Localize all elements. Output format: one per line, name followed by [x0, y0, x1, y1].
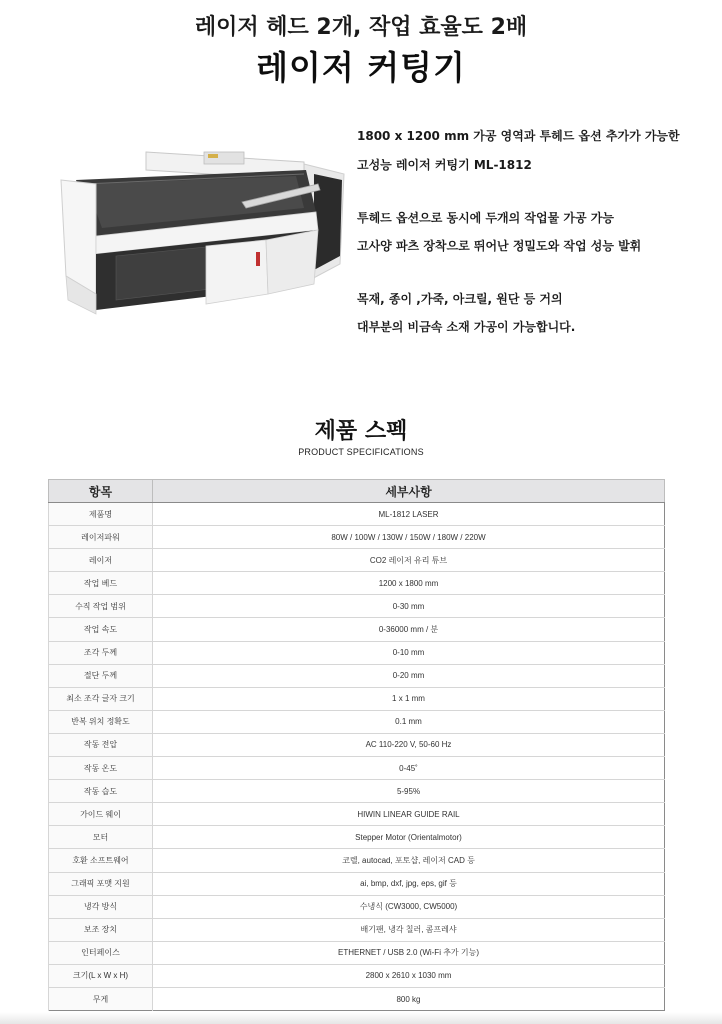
table-row — [49, 595, 665, 618]
spec-value: 0.1 mm — [153, 710, 665, 733]
header-item: 항목 — [49, 480, 153, 503]
spec-key: 작동 온도 — [49, 757, 153, 780]
spec-key: 가이드 웨이 — [49, 803, 153, 826]
spec-value: ETHERNET / USB 2.0 (Wi-Fi 추가 기능) — [153, 941, 665, 964]
spec-value: 코렐, autocad, 포토샵, 레이저 CAD 등 — [153, 849, 665, 872]
spec-table — [48, 479, 665, 1011]
spec-value: 0-45˚ — [153, 757, 665, 780]
bottom-shadow — [0, 1012, 722, 1024]
table-row — [49, 710, 665, 733]
spec-key: 냉각 방식 — [49, 895, 153, 918]
table-row — [49, 987, 665, 1010]
spec-value: 0-10 mm — [153, 641, 665, 664]
spec-value: 1200 x 1800 mm — [153, 572, 665, 595]
spec-table-body — [49, 503, 665, 1011]
spec-key: 절단 두께 — [49, 664, 153, 687]
spec-value: ai, bmp, dxf, jpg, eps, gif 등 — [153, 872, 665, 895]
description-line: 1800 x 1200 mm 가공 영역과 투헤드 옵션 추가가 가능한 — [357, 129, 680, 143]
spec-key: 레이저파워 — [49, 526, 153, 549]
spec-value: Stepper Motor (Orientalmotor) — [153, 826, 665, 849]
spec-key: 보조 장치 — [49, 918, 153, 941]
table-row — [49, 941, 665, 964]
hero-subtitle: 레이저 헤드 2개, 작업 효율도 2배 — [194, 15, 528, 40]
spec-value: 1 x 1 mm — [153, 687, 665, 710]
spec-value: CO2 레이저 유리 튜브 — [153, 549, 665, 572]
table-row — [49, 803, 665, 826]
spec-value: ML-1812 LASER — [153, 503, 665, 526]
spec-key: 크기(L x W x H) — [49, 964, 153, 987]
spec-table-header — [49, 480, 665, 503]
table-row — [49, 641, 665, 664]
table-row — [49, 572, 665, 595]
spec-value: HIWIN LINEAR GUIDE RAIL — [153, 803, 665, 826]
spec-key: 호환 소프트웨어 — [49, 849, 153, 872]
spec-value: 80W / 100W / 130W / 150W / 180W / 220W — [153, 526, 665, 549]
spec-section-title: 제품 스펙 — [314, 419, 408, 444]
table-row — [49, 733, 665, 756]
description-line: 투헤드 옵션으로 동시에 두개의 작업물 가공 가능 — [357, 211, 614, 225]
spec-key: 무게 — [49, 987, 153, 1010]
table-row — [49, 964, 665, 987]
table-row — [49, 780, 665, 803]
spec-value: 0-20 mm — [153, 664, 665, 687]
table-row — [49, 918, 665, 941]
spec-value: 수냉식 (CW3000, CW5000) — [153, 895, 665, 918]
table-row — [49, 618, 665, 641]
description-line: 고사양 파츠 장착으로 뛰어난 정밀도와 작업 성능 발휘 — [357, 239, 642, 253]
spec-key: 레이저 — [49, 549, 153, 572]
spec-key: 그래픽 포맷 지원 — [49, 872, 153, 895]
spec-key: 모터 — [49, 826, 153, 849]
description-line: 목재, 종이 ,가죽, 아크릴, 원단 등 거의 — [357, 292, 563, 306]
spec-value: 800 kg — [153, 987, 665, 1010]
spec-key: 수직 작업 범위 — [49, 595, 153, 618]
spec-key: 반복 위치 정확도 — [49, 710, 153, 733]
hero-title: 레이저 커팅기 — [256, 48, 466, 87]
spec-key: 작동 습도 — [49, 780, 153, 803]
spec-key: 작업 속도 — [49, 618, 153, 641]
table-row — [49, 503, 665, 526]
spec-key: 작동 전압 — [49, 733, 153, 756]
table-row — [49, 549, 665, 572]
table-row — [49, 895, 665, 918]
table-row — [49, 664, 665, 687]
spec-key: 조각 두께 — [49, 641, 153, 664]
spec-section-subtitle: PRODUCT SPECIFICATIONS — [298, 447, 424, 457]
spec-key: 작업 베드 — [49, 572, 153, 595]
description-line: 고성능 레이저 커팅기 ML-1812 — [357, 158, 532, 172]
spec-value: 2800 x 2610 x 1030 mm — [153, 964, 665, 987]
spec-value: AC 110-220 V, 50-60 Hz — [153, 733, 665, 756]
spec-key: 제품명 — [49, 503, 153, 526]
table-row — [49, 687, 665, 710]
table-row — [49, 526, 665, 549]
spec-value: 5-95% — [153, 780, 665, 803]
spec-key: 인터페이스 — [49, 941, 153, 964]
description-line: 대부분의 비금속 소재 가공이 가능합니다. — [357, 320, 576, 334]
spec-key: 최소 조각 글자 크기 — [49, 687, 153, 710]
spec-value: 0-36000 mm / 분 — [153, 618, 665, 641]
table-row — [49, 826, 665, 849]
table-row — [49, 849, 665, 872]
table-row — [49, 872, 665, 895]
spec-value: 0-30 mm — [153, 595, 665, 618]
spec-value: 배기팬, 냉각 칠러, 콤프레샤 — [153, 918, 665, 941]
table-row — [49, 757, 665, 780]
laser-cutter-image — [56, 144, 346, 319]
header-detail: 세부사항 — [153, 480, 665, 503]
